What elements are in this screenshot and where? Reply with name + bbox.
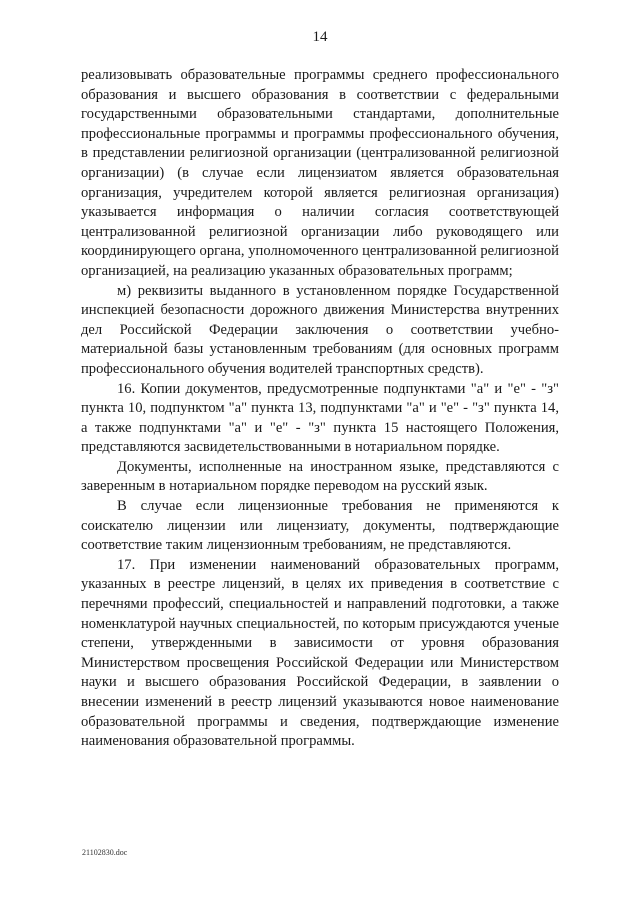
paragraph-continuation: реализовывать образовательные программы среднего профессионального образования и высшего образования в соответствии с федеральными государственными образовательными стандартами, дополнительные профессиональные программы и программы профессионального обучения, в представлении религиозной организации (централизованной религиозной организации) (в случае если лицензиатом является образовательная организация, учредителем которой является религиозная организация) указывается информация о наличии согласия соответствующей централизованной религиозной организации либо руководящего или координирующего органа, уполномоченного централизованной религиозной организацией, на реализацию указанных образовательных программ; — [81, 67, 559, 279]
document-body — [81, 66, 559, 752]
paragraph-foreign-docs: Документы, исполненные на иностранном языке, представляются с заверенным в нотариальном порядке переводом на русский язык. — [81, 458, 559, 495]
paragraph-m: м) реквизиты выданного в установленном порядке Государственной инспекцией безопасности дорожного движения Министерства внутренних дел Российской Федерации заключения о соответствии учебно-материальной базы установленным требованиям (для основных программ профессионального обучения водителей транспортных средств). — [81, 282, 559, 377]
paragraph-16: 16. Копии документов, предусмотренные подпунктами "а" и "е" - "з" пункта 10, подпунктом "а" пункта 13, подпунктами "а" и "е" - "з" пункта 14, а также подпунктами "а" и "е" - "з" пункта 15 настоящего Положения, представляются засвидетельствованными в нотариальном порядке. — [81, 380, 559, 456]
file-name-footer: 21102830.doc — [82, 848, 128, 857]
page-number: 14 — [312, 29, 328, 45]
paragraph-license-requirements: В случае если лицензионные требования не применяются к соискателю лицензии или лицензиату, документы, подтверждающие соответствие таким лицензионным требованиям, не представляются. — [81, 498, 559, 554]
paragraph-17: 17. При изменении наименований образовательных программ, указанных в реестре лицензий, в целях их приведения в соответствие с перечнями профессий, специальностей и направлений подготовки, а также номенклатурой научных специальностей, по которым присуждаются ученые степени, утвержденными в зависимости от уровня образования Министерством просвещения Российской Федерации или Министерством науки и высшего образования Российской Федерации, в заявлении о внесении изменений в реестр лицензий указываются новое наименование образовательной программы и сведения, подтверждающие изменение наименования образовательной программы. — [81, 556, 559, 750]
